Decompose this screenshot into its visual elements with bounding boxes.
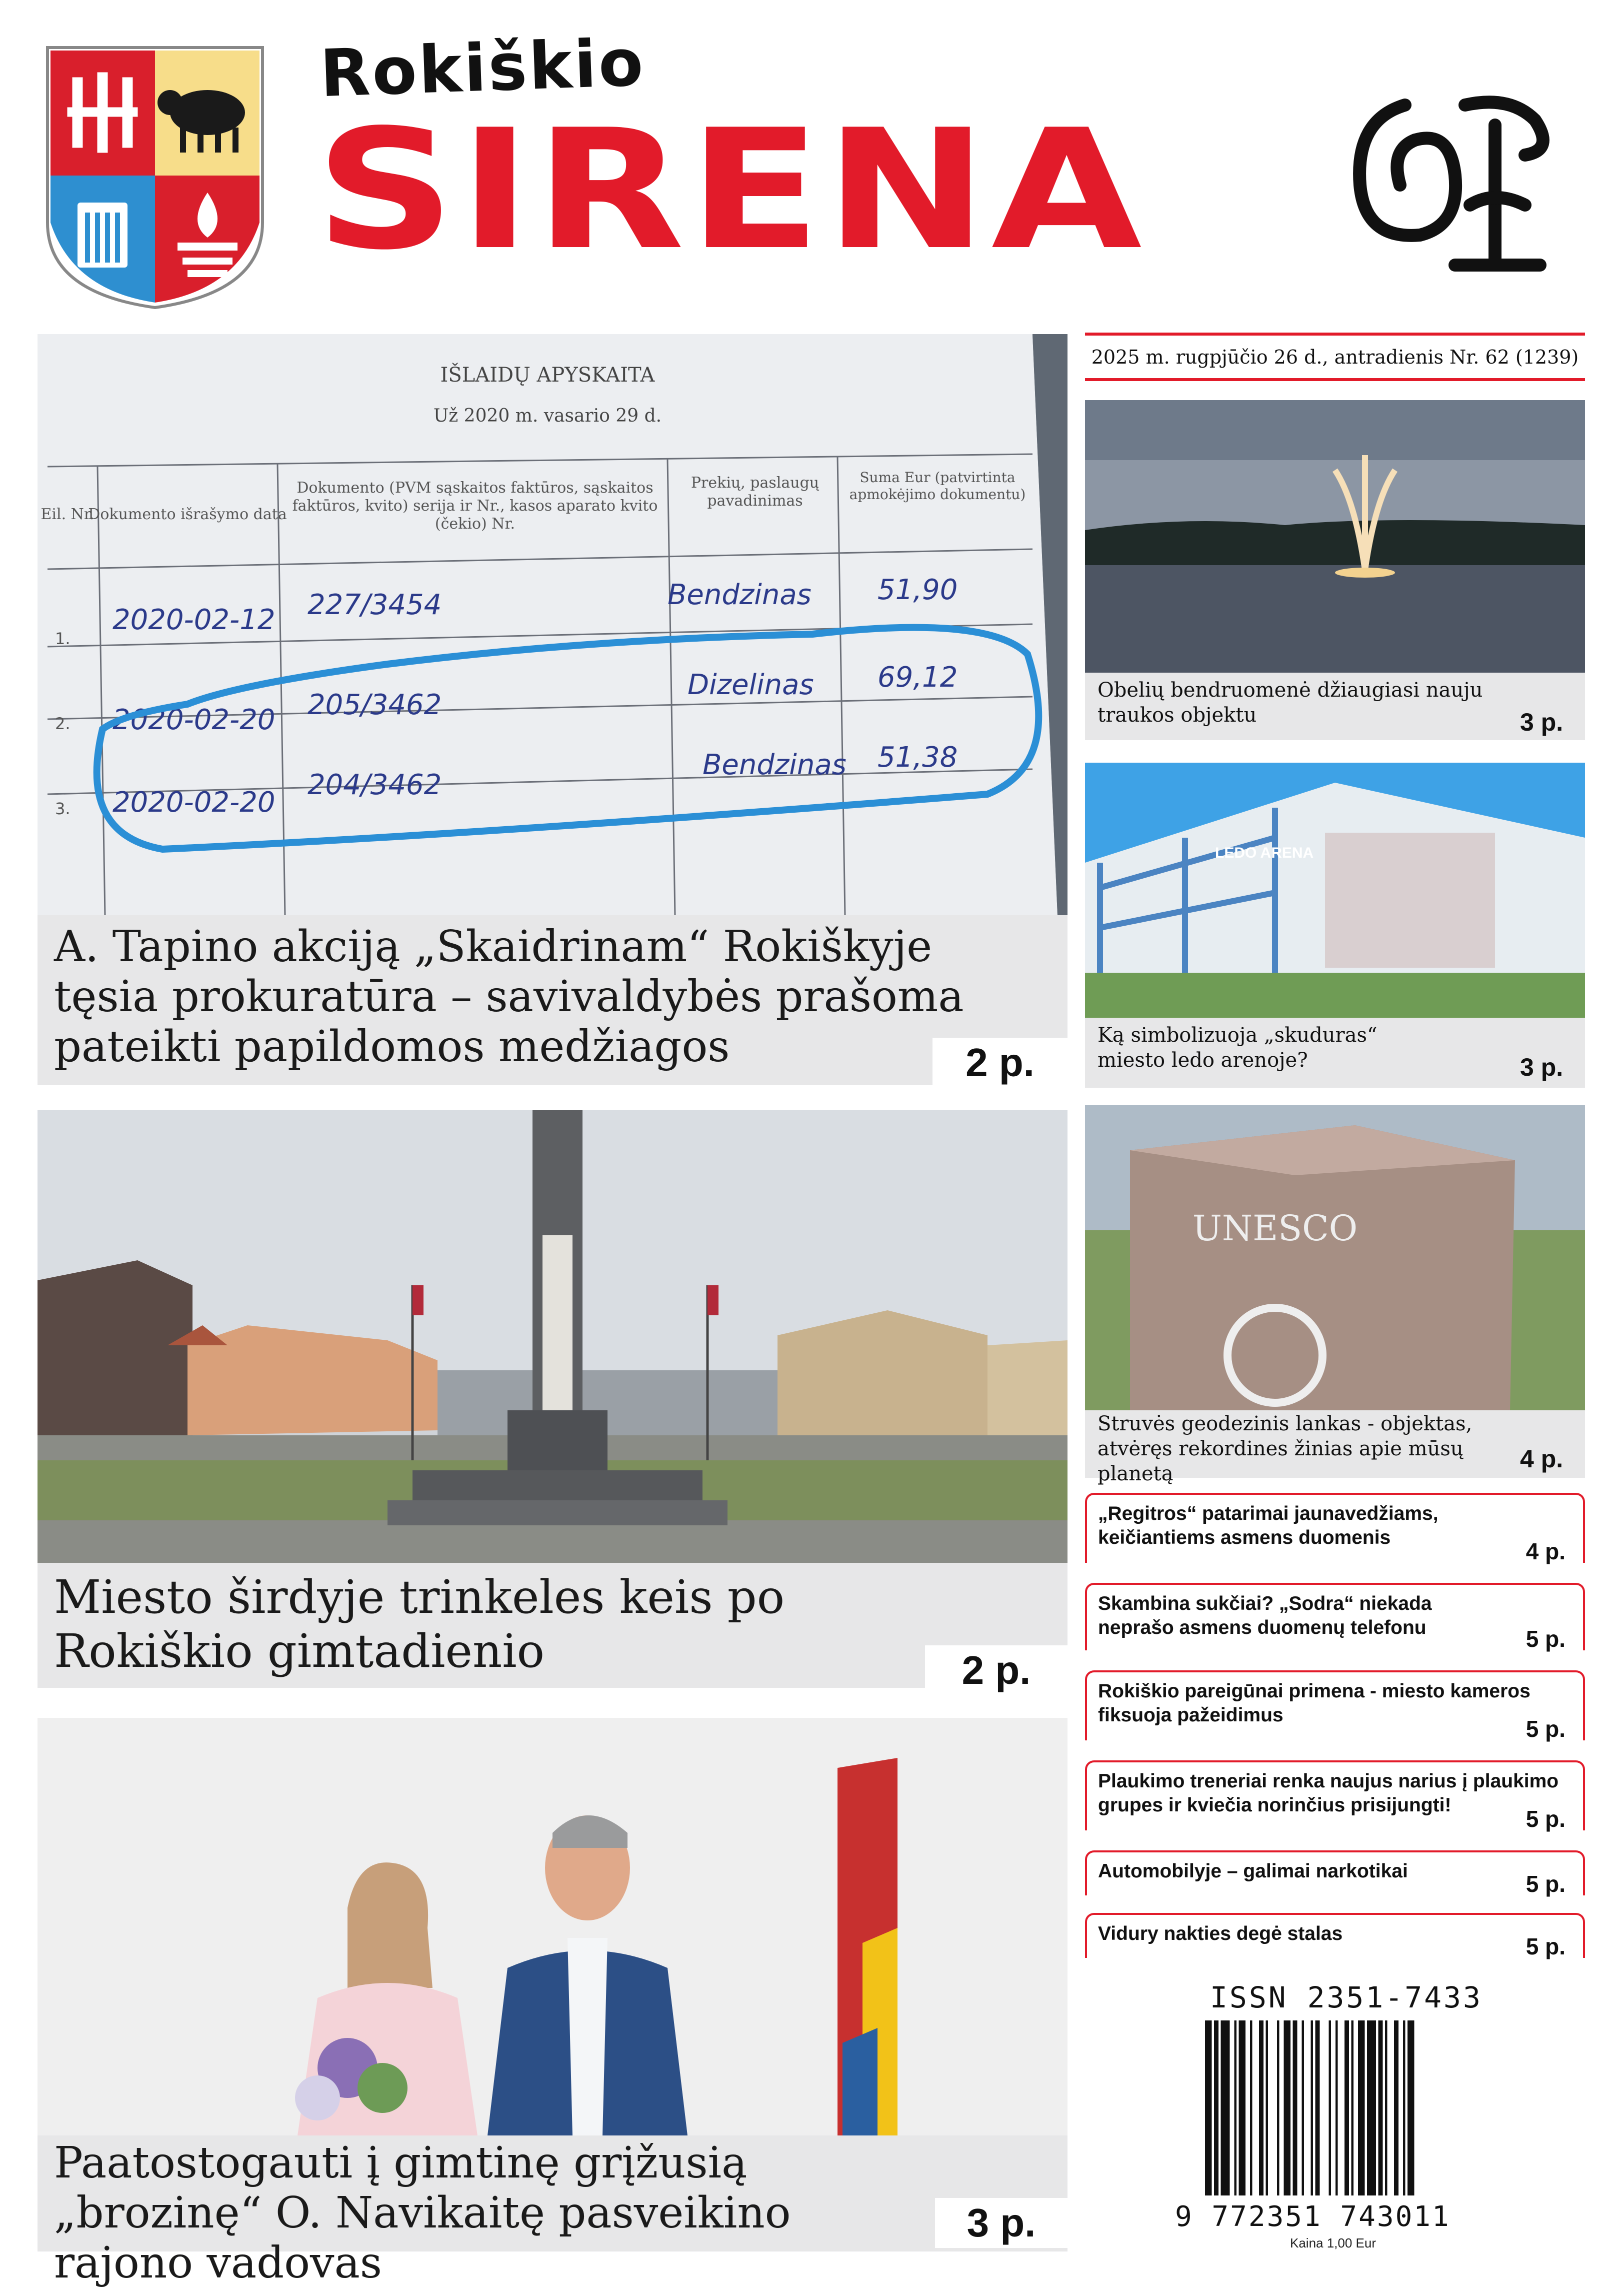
doc-header-sum: Suma Eur (patvirtinta apmokėjimo dokumentu) [849, 469, 1026, 503]
doc-row-3-no: 3. [55, 799, 70, 818]
barcode-bar [1293, 2020, 1298, 2195]
barcode-bar [1408, 2020, 1414, 2195]
doc-row-3-goods: Bendzinas [702, 749, 846, 781]
expense-document-photo [38, 334, 1068, 915]
teaser-6[interactable] [1085, 1913, 1585, 1958]
coat-of-arms-logo [42, 43, 268, 313]
teaser-4-text: Plaukimo treneriai renka naujus narius į plaukimo grupes ir kviečia norinčius prisijungti! [1098, 1770, 1559, 1816]
doc-row-3-number: 204/3462 [308, 769, 442, 801]
barcode-bar [1259, 2020, 1264, 2195]
barcode-digits: 9 772351 743011 [1175, 2200, 1450, 2233]
town-square-monument-photo [38, 1110, 1068, 1563]
story-3-headline[interactable]: Paatostogauti į gimtinę grįžusią „brozinę“ O. Navikaitę pasveikino rajono vadovas [54, 2138, 791, 2288]
barcode-bar [1358, 2020, 1365, 2195]
teaser-2[interactable] [1085, 1583, 1585, 1650]
doc-row-1-no: 1. [55, 629, 70, 648]
side-story-1-page: 3 p. [1520, 708, 1564, 736]
doc-row-2-sum: 69,12 [878, 661, 958, 694]
doc-header-no: Eil. Nr. [40, 506, 94, 523]
masthead-title-small: Rokiškio [318, 24, 646, 112]
story-1-page: 2 p. [932, 1038, 1068, 1088]
masthead-title-big: SIRENA [315, 94, 1146, 286]
barcode-bar [1311, 2020, 1314, 2195]
barcode-bar [1403, 2020, 1406, 2195]
barcode-bar [1344, 2020, 1349, 2195]
barcode-bar [1234, 2020, 1237, 2195]
side-story-2-caption[interactable]: Ką simbolizuoja „skuduras“ miesto ledo arenoje? [1098, 1024, 1378, 1072]
barcode-bar [1205, 2020, 1212, 2195]
barcode [1205, 2020, 1490, 2195]
teaser-2-text: Skambina sukčiai? „Sodra“ niekada neprašo asmens duomenų telefonu [1098, 1593, 1432, 1638]
barcode-bar [1378, 2020, 1383, 2195]
ice-arena-photo [1085, 763, 1585, 1018]
barcode-bar [1266, 2020, 1268, 2195]
side-story-3-page: 4 p. [1520, 1445, 1564, 1473]
portrait-photo [38, 1718, 1068, 2135]
barcode-bar [1316, 2020, 1320, 2195]
barcode-bar [1250, 2020, 1252, 2195]
teaser-1-text: „Regitros“ patarimai jaunavedžiams, keičiantiems asmens duomenis [1098, 1503, 1438, 1548]
doc-row-3-sum: 51,38 [878, 741, 958, 774]
barcode-bar [1385, 2020, 1388, 2195]
barcode-bar [1394, 2020, 1398, 2195]
brand-glyph-logo [1345, 75, 1560, 285]
doc-row-2-number: 205/3462 [308, 689, 442, 721]
doc-row-3-date: 2020-02-20 [112, 786, 276, 819]
doc-title: IŠLAIDŲ APYSKAITA [440, 364, 655, 387]
arena-sign: LEDO ARENA [1215, 845, 1314, 861]
side-story-1-caption[interactable]: Obelių bendruomenė džiaugiasi nauju traukos objektu [1098, 679, 1483, 727]
doc-row-1-number: 227/3454 [308, 589, 442, 621]
issue-dateline: 2025 m. rugpjūčio 26 d., antradienis Nr. 62 (1239) [1085, 333, 1585, 381]
teaser-1[interactable] [1085, 1493, 1585, 1563]
barcode-bar [1302, 2020, 1304, 2195]
doc-row-2-goods: Dizelinas [688, 669, 814, 701]
side-story-3-caption[interactable]: Struvės geodezinis lankas - objektas, atvėręs rekordines žinias apie mūsų planetą [1098, 1412, 1472, 1485]
barcode-bar [1239, 2020, 1246, 2195]
story-3-page: 3 p. [935, 2198, 1068, 2248]
teaser-4[interactable] [1085, 1760, 1585, 1830]
teaser-5-text: Automobilyje – galimai narkotikai [1098, 1860, 1408, 1882]
barcode-bar [1352, 2020, 1354, 2195]
teaser-6-text: Vidury nakties degė stalas [1098, 1923, 1343, 1944]
teaser-2-page: 5 p. [1526, 1626, 1566, 1652]
price-label: Kaina 1,00 Eur [1290, 2235, 1376, 2250]
barcode-bar [1284, 2020, 1291, 2195]
teaser-4-page: 5 p. [1526, 1806, 1566, 1832]
story-1-headline[interactable]: A. Tapino akciją „Skaidrinam“ Rokiškyje tęsia prokuratūra – savivaldybės prašoma pateikti papildomos medžiagos [54, 922, 964, 1072]
doc-header-document: Dokumento (PVM sąskaitos faktūros, sąskaitos faktūros, kvito) serija ir Nr., kasos aparato kvito (čekio) Nr. [292, 479, 658, 533]
doc-row-1-date: 2020-02-12 [112, 604, 276, 636]
doc-date-line: Už 2020 m. vasario 29 d. [433, 406, 662, 426]
doc-row-2-date: 2020-02-20 [112, 704, 276, 736]
issn-label: ISSN 2351-7433 [1210, 1980, 1482, 2014]
doc-row-1-goods: Bendzinas [668, 579, 812, 611]
barcode-bar [1336, 2020, 1338, 2195]
teaser-5[interactable] [1085, 1850, 1585, 1895]
barcode-bar [1214, 2020, 1218, 2195]
teaser-3-text: Rokiškio pareigūnai primena - miesto kameros fiksuoja pažeidimus [1098, 1680, 1530, 1726]
doc-row-1-sum: 51,90 [878, 574, 958, 606]
fountain-photo [1085, 400, 1585, 673]
doc-header-goods: Prekių, paslaugų pavadinimas [690, 474, 820, 510]
barcode-bar [1221, 2020, 1230, 2195]
teaser-5-page: 5 p. [1526, 1871, 1566, 1897]
teaser-3[interactable] [1085, 1670, 1585, 1740]
story-2-page: 2 p. [925, 1645, 1068, 1695]
side-story-2-page: 3 p. [1520, 1053, 1564, 1081]
barcode-bar [1277, 2020, 1280, 2195]
barcode-bar [1329, 2020, 1332, 2195]
teaser-1-page: 4 p. [1526, 1538, 1566, 1564]
teaser-6-page: 5 p. [1526, 1933, 1566, 1959]
teaser-3-page: 5 p. [1526, 1716, 1566, 1742]
story-2-headline[interactable]: Miesto širdyje trinkeles keis po Rokiškio gimtadienio [54, 1570, 785, 1678]
doc-row-2-no: 2. [55, 714, 70, 733]
stone-engraving: UNESCO [1192, 1208, 1358, 1249]
struve-stone-photo [1085, 1105, 1585, 1410]
doc-header-date: Dokumento išrašymo data [88, 506, 287, 523]
barcode-bar [1367, 2020, 1376, 2195]
